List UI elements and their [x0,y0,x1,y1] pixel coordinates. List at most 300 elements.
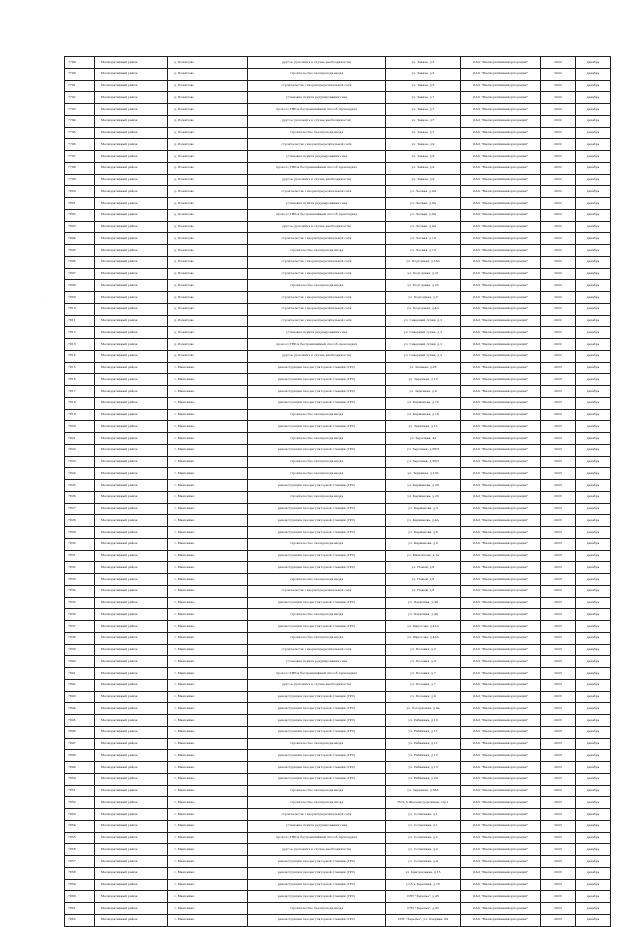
work-type-cell: прокол (ГНБ и бестраншейный способ прокладки) [248,209,386,221]
organization-cell: ОАО "Мелиоративнаякорпорация" [461,891,541,903]
organization-cell: ОАО "Мелиоративнаякорпорация" [461,339,541,351]
month-cell: декабрь [576,609,611,621]
address-cell: ул. Первомая, д.40 [386,609,461,621]
address-cell: ул. Подгорная, д.23 [386,280,461,292]
year-cell: 2022 [541,57,576,69]
year-cell: 2022 [541,292,576,304]
settlement-cell: д. Пожилово [168,139,248,151]
address-cell: ул. Заречная, д.58/3 [386,444,461,456]
organization-cell: ОАО "Мелиоративнаякорпорация" [461,738,541,750]
month-cell: декабрь [576,468,611,480]
year-cell: 2022 [541,280,576,292]
year-cell: 2023 [541,503,576,515]
month-cell: декабрь [576,679,611,691]
year-cell: 2023 [541,773,576,785]
row-number: 7827 [65,503,95,515]
address-cell: ул. Заречная, д.10 [386,374,461,386]
row-number: 7825 [65,480,95,492]
table-row [65,656,611,668]
settlement-cell: д. Пожилово [168,350,248,362]
work-type-cell: другое (доложить в случае необходимости) [248,57,386,69]
settlement-cell: с. Мамонино [168,374,248,386]
table-row [65,245,611,257]
year-cell: 2023 [541,515,576,527]
district-cell: Мелиоративный район [95,209,168,221]
year-cell: 2023 [541,691,576,703]
address-cell: ул. Солнечная, д.1 [386,820,461,832]
address-cell: ул. Зеленая, д.26 [386,362,461,374]
table-row [65,679,611,691]
work-type-cell: реконструкция газорегуляторной станции (ГРС) [248,762,386,774]
address-cell: ул. Заказа, д.5 [386,57,461,69]
address-cell: ул. Заказа, д.7 [386,115,461,127]
year-cell: 2022 [541,221,576,233]
row-number: 7858 [65,867,95,879]
district-cell: Мелиоративный район [95,292,168,304]
table-row [65,515,611,527]
work-type-cell: реконструкция газорегуляторной станции (ГРС) [248,527,386,539]
organization-cell: ОАО "Мелиоративнаякорпорация" [461,115,541,127]
year-cell: 2023 [541,726,576,738]
district-cell: Мелиоративный район [95,374,168,386]
year-cell: 2023 [541,456,576,468]
month-cell: декабрь [576,292,611,304]
year-cell: 2023 [541,656,576,668]
organization-cell: ОАО "Мелиоративнаякорпорация" [461,773,541,785]
row-number: 7829 [65,527,95,539]
table-row [65,374,611,386]
work-type-cell: реконструкция газорегуляторной станции (ГРС) [248,750,386,762]
organization-cell: ОАО "Мелиоративнаякорпорация" [461,515,541,527]
organization-cell: ОАО "Мелиоративнаякорпорация" [461,92,541,104]
month-cell: декабрь [576,268,611,280]
district-cell: Мелиоративный район [95,715,168,727]
settlement-cell: д. Пожилово [168,127,248,139]
work-type-cell: прокол (ГНБ и бестраншейный способ прокладки) [248,339,386,351]
district-cell: Мелиоративный район [95,621,168,633]
row-number: 7842 [65,679,95,691]
settlement-cell: с. Мамонино [168,491,248,503]
year-cell: 2023 [541,903,576,915]
row-number: 7850 [65,773,95,785]
row-number: 7857 [65,856,95,868]
table-row [65,421,611,433]
year-cell: 2022 [541,162,576,174]
row-number: 7790 [65,68,95,80]
settlement-cell: д. Пожилово [168,104,248,116]
row-number: 7862 [65,914,95,926]
table-row [65,303,611,315]
month-cell: декабрь [576,92,611,104]
work-type-cell: строительство газопровода-ввода [248,738,386,750]
year-cell: 2022 [541,92,576,104]
work-type-cell: реконструкция газорегуляторной станции (ГРС) [248,550,386,562]
organization-cell: ОАО "Мелиоративнаякорпорация" [461,350,541,362]
address-cell: ул. Подгорная, д.4А [386,303,461,315]
district-cell: Мелиоративный район [95,92,168,104]
work-type-cell: строительство газопровода-ввода [248,468,386,480]
table-row [65,867,611,879]
organization-cell: ОАО "Мелиоративнаякорпорация" [461,362,541,374]
district-cell: Мелиоративный район [95,303,168,315]
settlement-cell: с. Мамонино [168,609,248,621]
row-number: 7801 [65,198,95,210]
organization-cell: ОАО "Мелиоративнаякорпорация" [461,597,541,609]
table-row [65,914,611,926]
organization-cell: ОАО "Мелиоративнаякорпорация" [461,562,541,574]
settlement-cell: с. Мамонино [168,726,248,738]
organization-cell: ОАО "Мелиоративнаякорпорация" [461,856,541,868]
year-cell: 2022 [541,245,576,257]
row-number: 7820 [65,421,95,433]
district-cell: Мелиоративный район [95,738,168,750]
table-row [65,315,611,327]
year-cell: 2022 [541,151,576,163]
work-type-cell: строительство газораспределительной сети [248,585,386,597]
year-cell: 2023 [541,444,576,456]
month-cell: декабрь [576,374,611,386]
district-cell: Мелиоративный район [95,585,168,597]
row-number: 7811 [65,315,95,327]
table-row [65,409,611,421]
address-cell: ул. Заречная, д.58/3 [386,456,461,468]
address-cell: ул. Заказа, д.5 [386,68,461,80]
row-number: 7819 [65,409,95,421]
organization-cell: ОАО "Мелиоративнаякорпорация" [461,609,541,621]
organization-cell: ОАО "Мелиоративнаякорпорация" [461,468,541,480]
organization-cell: ОАО "Мелиоративнаякорпорация" [461,527,541,539]
settlement-cell: с. Мамонино [168,856,248,868]
address-cell: ул. Рябинная, д.13 [386,762,461,774]
row-number: 7826 [65,491,95,503]
month-cell: декабрь [576,256,611,268]
month-cell: декабрь [576,644,611,656]
month-cell: декабрь [576,750,611,762]
district-cell: Мелиоративный район [95,703,168,715]
settlement-cell: с. Мамонино [168,773,248,785]
address-cell: ул. Рябинная, д.11 [386,726,461,738]
table-row [65,609,611,621]
work-type-cell: реконструкция газорегуляторной станции (ГРС) [248,480,386,492]
settlement-cell: д. Пожилово [168,68,248,80]
month-cell: декабрь [576,903,611,915]
organization-cell: ОАО "Мелиоративнаякорпорация" [461,245,541,257]
month-cell: декабрь [576,515,611,527]
district-cell: Мелиоративный район [95,691,168,703]
district-cell: Мелиоративный район [95,127,168,139]
month-cell: декабрь [576,632,611,644]
table-row [65,174,611,186]
month-cell: декабрь [576,151,611,163]
organization-cell: ОАО "Мелиоративнаякорпорация" [461,256,541,268]
work-type-cell: строительство газопровода-ввода [248,68,386,80]
month-cell: декабрь [576,773,611,785]
settlement-cell: д. Пожилово [168,233,248,245]
settlement-cell: с. Мамонино [168,785,248,797]
settlement-cell: с. Мамонино [168,820,248,832]
district-cell: Мелиоративный район [95,785,168,797]
table-row [65,362,611,374]
organization-cell: ОАО "Мелиоративнаякорпорация" [461,491,541,503]
settlement-cell: с. Мамонино [168,750,248,762]
address-cell: ул. Новый, д.8 [386,585,461,597]
row-number: 7800 [65,186,95,198]
month-cell: декабрь [576,68,611,80]
organization-cell: ОАО "Мелиоративнаякорпорация" [461,80,541,92]
table-row [65,104,611,116]
address-cell: ул. Карманова, д.20 [386,491,461,503]
address-cell: ул. Подгорная, д.3 [386,292,461,304]
organization-cell: ОАО "Мелиоративнаякорпорация" [461,221,541,233]
table-row [65,456,611,468]
table-row [65,209,611,221]
table-row [65,538,611,550]
settlement-cell: с. Мамонино [168,891,248,903]
row-number: 7822 [65,444,95,456]
table-row [65,738,611,750]
address-cell: ул. Заказа, д.9 [386,139,461,151]
district-cell: Мелиоративный район [95,726,168,738]
row-number: 7815 [65,362,95,374]
address-cell: ул. Рябинная, д.11 [386,738,461,750]
month-cell: декабрь [576,797,611,809]
table-row [65,773,611,785]
address-cell: ул. Рябинная, д.20 [386,773,461,785]
district-cell: Мелиоративный район [95,139,168,151]
work-type-cell: строительство газопровода-ввода [248,903,386,915]
organization-cell: ОАО "Мелиоративнаякорпорация" [461,68,541,80]
district-cell: Мелиоративный район [95,480,168,492]
month-cell: декабрь [576,209,611,221]
table-row [65,151,611,163]
year-cell: 2022 [541,186,576,198]
table-row [65,750,611,762]
address-cell: ул. Рябинная, д.12 [386,750,461,762]
year-cell: 2023 [541,550,576,562]
table-row [65,491,611,503]
address-cell: ул. Заказа, д.9 [386,162,461,174]
settlement-cell: с. Мамонино [168,597,248,609]
address-cell: ул. Карманова, д.6 [386,527,461,539]
stray-mark: · [40,298,41,302]
row-number: 7828 [65,515,95,527]
table-row [65,527,611,539]
table-row [65,585,611,597]
month-cell: декабрь [576,585,611,597]
address-cell: ул. Лесная, д.9А [386,221,461,233]
month-cell: декабрь [576,668,611,680]
month-cell: декабрь [576,726,611,738]
year-cell: 2022 [541,80,576,92]
address-cell: ул. Новый, д.8 [386,574,461,586]
row-number: 7797 [65,151,95,163]
work-type-cell: реконструкция газорегуляторной станции (ГРС) [248,597,386,609]
table-row [65,350,611,362]
row-number: 7816 [65,374,95,386]
organization-cell: ОАО "Мелиоративнаякорпорация" [461,644,541,656]
year-cell: 2023 [541,703,576,715]
row-number: 7838 [65,632,95,644]
year-cell: 2023 [541,491,576,503]
month-cell: декабрь [576,538,611,550]
year-cell: 2023 [541,609,576,621]
district-cell: Мелиоративный район [95,186,168,198]
organization-cell: ОАО "Мелиоративнаякорпорация" [461,914,541,926]
organization-cell: ОАО "Мелиоративнаякорпорация" [461,162,541,174]
month-cell: декабрь [576,397,611,409]
settlement-cell: с. Мамонино [168,574,248,586]
settlement-cell: д. Пожилово [168,221,248,233]
year-cell: 2023 [541,480,576,492]
work-type-cell: другое (доложить в случае необходимости) [248,679,386,691]
address-cell: ул. Заказа, д.5 [386,80,461,92]
month-cell: декабрь [576,738,611,750]
table-row [65,386,611,398]
address-cell: ул. Карманова, д.10 [386,397,461,409]
year-cell: 2022 [541,68,576,80]
year-cell: 2022 [541,327,576,339]
address-cell: ул. Северный тупик, д.2 [386,339,461,351]
month-cell: декабрь [576,80,611,92]
organization-cell: ОАО "Мелиоративнаякорпорация" [461,668,541,680]
address-cell: ул. Карманова, д.6 [386,538,461,550]
organization-cell: ОАО "Мелиоративнаякорпорация" [461,433,541,445]
table-row [65,691,611,703]
organization-cell: ОАО "Мелиоративнаякорпорация" [461,903,541,915]
district-cell: Мелиоративный район [95,268,168,280]
work-type-cell: строительство газопровода-ввода [248,245,386,257]
year-cell: 2023 [541,785,576,797]
district-cell: Мелиоративный район [95,421,168,433]
table-row [65,339,611,351]
settlement-cell: д. Пожилово [168,315,248,327]
row-number: 7821 [65,433,95,445]
settlement-cell: д. Пожилово [168,245,248,257]
row-number: 7855 [65,832,95,844]
settlement-cell: д. Пожилово [168,186,248,198]
month-cell: декабрь [576,844,611,856]
table-row [65,92,611,104]
district-cell: Мелиоративный район [95,245,168,257]
organization-cell: ОАО "Мелиоративнаякорпорация" [461,233,541,245]
table-row [65,574,611,586]
address-cell: ул. Пирогова, д.42А [386,621,461,633]
work-type-cell: строительство газораспределительной сети [248,303,386,315]
table-row [65,879,611,891]
district-cell: Мелиоративный район [95,809,168,821]
district-cell: Мелиоративный район [95,832,168,844]
table-row [65,186,611,198]
work-type-cell: строительство газопровода-ввода [248,574,386,586]
address-cell: ул. Заречная, 42 [386,433,461,445]
year-cell: 2023 [541,832,576,844]
year-cell: 2023 [541,762,576,774]
settlement-cell: д. Пожилово [168,268,248,280]
district-cell: Мелиоративный район [95,797,168,809]
district-cell: Мелиоративный район [95,750,168,762]
year-cell: 2023 [541,527,576,539]
row-number: 7851 [65,785,95,797]
year-cell: 2023 [541,844,576,856]
address-cell: ул. Полевая, д.3 [386,644,461,656]
row-number: 7841 [65,668,95,680]
settlement-cell: д. Пожилово [168,151,248,163]
month-cell: декабрь [576,809,611,821]
work-type-cell: реконструкция газорегуляторной станции (ГРС) [248,715,386,727]
work-type-cell: другое (доложить в случае необходимости) [248,115,386,127]
table-row [65,856,611,868]
settlement-cell: с. Мамонино [168,715,248,727]
settlement-cell: д. Пожилово [168,80,248,92]
address-cell: ул. Пирогова, д.42А [386,632,461,644]
row-number: 7817 [65,386,95,398]
settlement-cell: с. Мамонино [168,550,248,562]
district-cell: Мелиоративный район [95,115,168,127]
settlement-cell: с. Мамонино [168,762,248,774]
address-cell: ул. Полевая, д.9 [386,691,461,703]
district-cell: Мелиоративный район [95,609,168,621]
year-cell: 2023 [541,668,576,680]
table-row [65,621,611,633]
organization-cell: ОАО "Мелиоративнаякорпорация" [461,174,541,186]
district-cell: Мелиоративный район [95,162,168,174]
month-cell: декабрь [576,879,611,891]
year-cell: 2023 [541,809,576,821]
year-cell: 2023 [541,374,576,386]
year-cell: 2023 [541,538,576,550]
row-number: 7818 [65,397,95,409]
year-cell: 2023 [541,409,576,421]
organization-cell: ОАО "Мелиоративнаякорпорация" [461,656,541,668]
settlement-cell: д. Пожилово [168,303,248,315]
year-cell: 2023 [541,820,576,832]
row-number: 7834 [65,585,95,597]
row-number: 7814 [65,350,95,362]
organization-cell: ОАО "Мелиоративнаякорпорация" [461,844,541,856]
year-cell: 2023 [541,632,576,644]
table-row [65,198,611,210]
month-cell: декабрь [576,503,611,515]
row-number: 7802 [65,209,95,221]
year-cell: 2023 [541,433,576,445]
address-cell: ул. Заказа, д.7 [386,92,461,104]
address-cell: ул. Карманова, д.18 [386,409,461,421]
settlement-cell: с. Мамонино [168,832,248,844]
district-cell: Мелиоративный район [95,198,168,210]
work-type-cell: строительство газопровода-ввода [248,609,386,621]
row-number: 7848 [65,750,95,762]
work-type-cell: реконструкция газорегуляторной станции (ГРС) [248,515,386,527]
table-row [65,268,611,280]
work-type-cell: реконструкция газорегуляторной станции (ГРС) [248,362,386,374]
address-cell: ул. Первомая, д.40 [386,597,461,609]
work-type-cell: прокол (ГНБ и бестраншейный способ прокладки) [248,668,386,680]
organization-cell: ОАО "Мелиоративнаякорпорация" [461,198,541,210]
district-cell: Мелиоративный район [95,350,168,362]
year-cell: 2022 [541,268,576,280]
address-cell: ул. Полевая, д.7 [386,679,461,691]
district-cell: Мелиоративный район [95,679,168,691]
year-cell: 2023 [541,879,576,891]
year-cell: 2023 [541,750,576,762]
work-type-cell: реконструкция газорегуляторной станции (ГРС) [248,703,386,715]
month-cell: декабрь [576,785,611,797]
district-cell: Мелиоративный район [95,409,168,421]
year-cell: 2022 [541,256,576,268]
settlement-cell: д. Пожилово [168,292,248,304]
table-row [65,797,611,809]
work-type-cell: реконструкция газорегуляторной станции (ГРС) [248,397,386,409]
